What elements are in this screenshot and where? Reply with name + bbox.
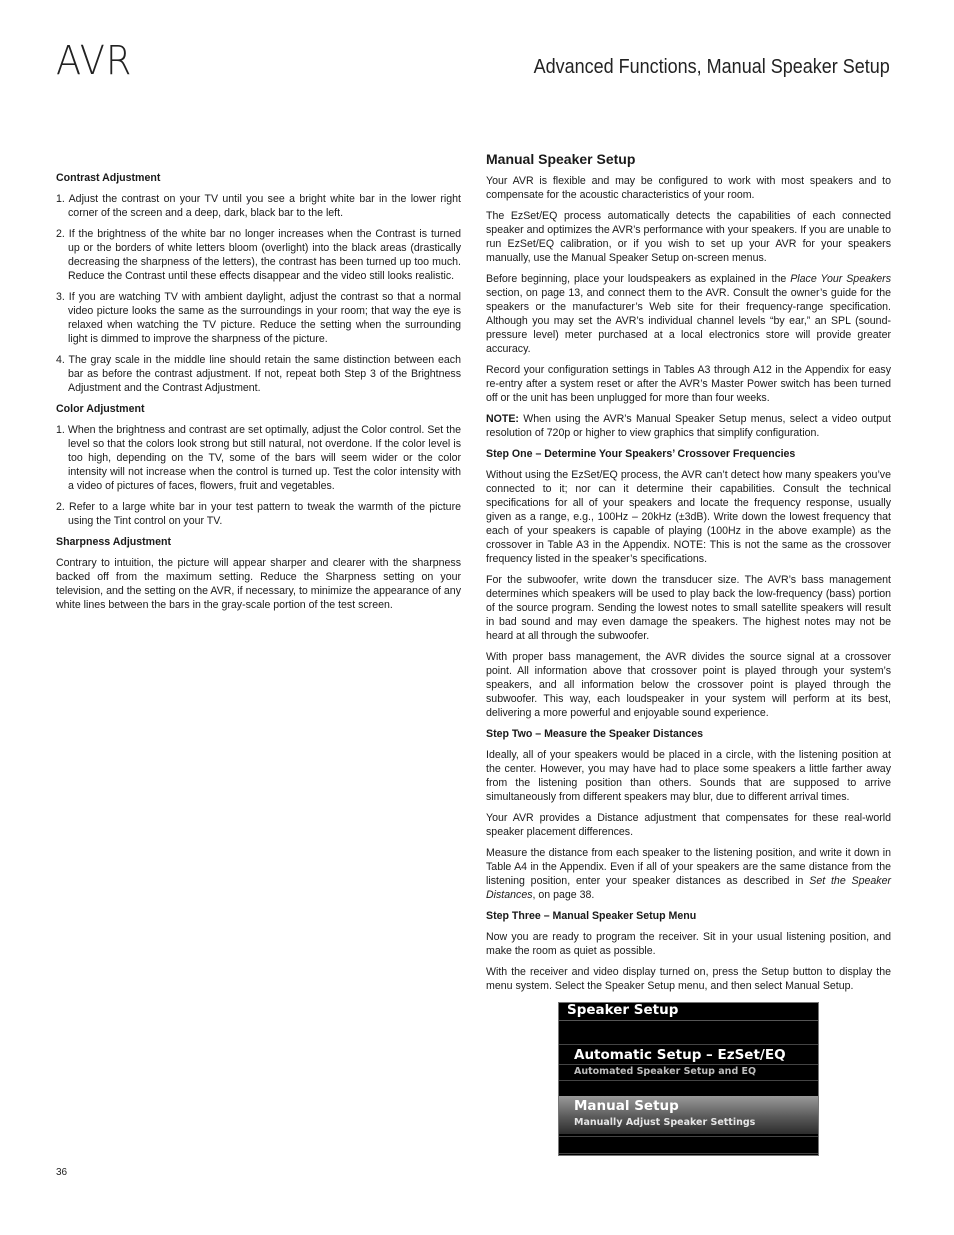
speaker-setup-screen: [558, 1002, 819, 1156]
right-column: [486, 150, 891, 1000]
section-heading: Manual Speaker Setup: [486, 151, 636, 167]
color-heading: Color Adjustment: [56, 403, 145, 415]
list-item: 1. When the brightness and contrast are set optimally, adjust the Color control. Set the level so that the colors look strong but still natural, not overdone. If the color level is too high, depending on the TV, some of the bars will seem wider or the color intensity will not increase when the control is turned up. Test the color intensity with a video of pictures of faces, flowers, fruit and vegetables.: [56, 424, 461, 492]
automatic-setup-option[interactable]: [559, 1044, 818, 1081]
page-header-title: Advanced Functions, Manual Speaker Setup: [533, 56, 890, 78]
divider: [559, 1153, 818, 1154]
option-label: Manual Setup: [574, 1098, 679, 1114]
option-label: Automatic Setup – EzSet/EQ: [574, 1047, 786, 1063]
divider: [559, 1064, 818, 1065]
option-description: Automated Speaker Setup and EQ: [574, 1066, 757, 1077]
sharpness-heading: Sharpness Adjustment: [56, 536, 171, 548]
divider: [559, 1020, 818, 1021]
placement-paragraph: Before beginning, place your loudspeakers as explained in the Place Your Speakers section, on page 13, and connect them to the AVR. Consult the owner’s guide for the speakers or the manufacturer’s Web site for their frequency-range specification. Although you may set the AVR’s individual channel levels “by ear,” an SPL (sound-pressure level) meter purchased at a local electronics store will provide greater accuracy.: [486, 273, 891, 355]
step-three-paragraph: Now you are ready to program the receiver. Sit in your usual listening position, and make the room as quiet as possible.: [486, 931, 891, 957]
intro-paragraph: Your AVR is flexible and may be configured to work with most speakers and to compensate for the acoustic characteristics of your room.: [486, 175, 891, 201]
page-number: 36: [56, 1167, 68, 1178]
list-item: 1. Adjust the contrast on your TV until you see a bright white bar in the lower right corner of the screen and a deep, dark, black bar to the left.: [56, 193, 461, 219]
sharpness-text: Contrary to intuition, the picture will appear sharper and clearer with the sharpness backed off from the maximum setting. Reduce the Sharpness setting on your television, and the setting on the AVR, if necessary, to minimize the appearance of any white lines between the bars in the gray-scale portion of the test screen.: [56, 557, 461, 611]
list-item: 4. The gray scale in the middle line should retain the same distinction between each bar as before the contrast adjustment. If not, repeat both Step 3 of the Brightness Adjustment and the Contrast Adjustment.: [56, 354, 461, 394]
measure-paragraph: Measure the distance from each speaker to the listening position, and write it down in Table A4 in the Appendix. Even if all of your speakers are the same distance from the listening position, enter your speaker distances as described in Set the Speaker Distances, on page 38.: [486, 847, 891, 901]
list-item: 2. Refer to a large white bar in your test pattern to tweak the warmth of the picture using the Tint control on your TV.: [56, 501, 461, 527]
list-item: 3. If you are watching TV with ambient daylight, adjust the contrast so that a normal video picture looks the same as the surroundings in your room; that way the eye is relaxed when watching the TV picture. Reduce the setting when the surrounding light is dimmed to improve the sharpness of the picture.: [56, 291, 461, 345]
left-column: [56, 171, 461, 619]
step-one-heading: Step One – Determine Your Speakers’ Crossover Frequencies: [486, 448, 796, 460]
setup-menu-paragraph: With the receiver and video display turned on, press the Setup button to display the menu system. Select the Speaker Setup menu, and then select Manual Setup.: [486, 966, 891, 992]
screen-title: Speaker Setup: [567, 1002, 679, 1018]
option-description: Manually Adjust Speaker Settings: [574, 1117, 756, 1128]
contrast-list: [56, 192, 461, 395]
bass-management-paragraph: With proper bass management, the AVR divides the source signal at a crossover point. All information above that crossover point is played through your system’s speakers, and all information below the crossover point is played through the subwoofer. This way, each loudspeaker in your system will perform at its best, delivering a more powerful and enjoyable sound experience.: [486, 651, 891, 719]
list-item: 2. If the brightness of the white bar no longer increases when the Contrast is turned up or the borders of white letters bloom (overlight) into the black areas (drastically decreasing the sharpness of the letters), the contrast has been turned up too much. Reduce the Contrast until these effects disappear and the video still looks realistic.: [56, 228, 461, 282]
ezset-paragraph: The EzSet/EQ process automatically detects the capabilities of each connected speaker and optimizes the AVR’s performance with your speakers. If you are unable to run EzSet/EQ calibration, or if you wish to set up your AVR for your speakers manually, use the Manual Speaker Setup on-screen menus.: [486, 210, 891, 264]
manual-setup-option[interactable]: [559, 1096, 818, 1134]
step-three-heading: Step Three – Manual Speaker Setup Menu: [486, 910, 697, 922]
record-paragraph: Record your configuration settings in Tables A3 through A12 in the Appendix for easy re-entry after a system reset or after the AVR’s Master Power switch has been turned off or the unit has been unplugged for more than four weeks.: [486, 364, 891, 404]
brand-logo: AVR: [56, 38, 133, 84]
distance-paragraph: Your AVR provides a Distance adjustment that compensates for these real-world speaker placement differences.: [486, 812, 891, 838]
contrast-heading: Contrast Adjustment: [56, 172, 161, 184]
divider: [559, 1136, 818, 1137]
note-paragraph: NOTE: When using the AVR’s Manual Speaker Setup menus, select a video output resolution of 720p or higher to view graphics that simplify configuration.: [486, 413, 891, 439]
subwoofer-paragraph: For the subwoofer, write down the transducer size. The AVR’s bass management determines which speakers will be used to play back the low-frequency (bass) portion of the source program. Sending the lowest notes to small satellite speakers will result in bad sound and may even damage the speakers. The highest notes may not be heard at all through the subwoofer.: [486, 574, 891, 642]
step-two-heading: Step Two – Measure the Speaker Distances: [486, 728, 704, 740]
step-two-paragraph: Ideally, all of your speakers would be placed in a circle, with the listening position at the center. However, you may have had to place some speakers a little farther away from the listening position than others. Sounds that are supposed to arrive simultaneously from different speakers may blur, due to different arrival times.: [486, 749, 891, 803]
color-list: [56, 423, 461, 528]
step-one-paragraph: Without using the EzSet/EQ process, the AVR can’t detect how many speakers you’ve connected to it; nor can it determine their capabilities. Consult the technical specifications for all of your speakers and locate the frequency response, usually given as a range, e.g., 100Hz – 20kHz (±3dB). Write down the lowest frequency that each of your speakers is capable of playing (100Hz in the above example) as the crossover in Table A3 in the Appendix. NOTE: This is not the same as the crossover frequency listed in the speaker’s specifications.: [486, 469, 891, 565]
